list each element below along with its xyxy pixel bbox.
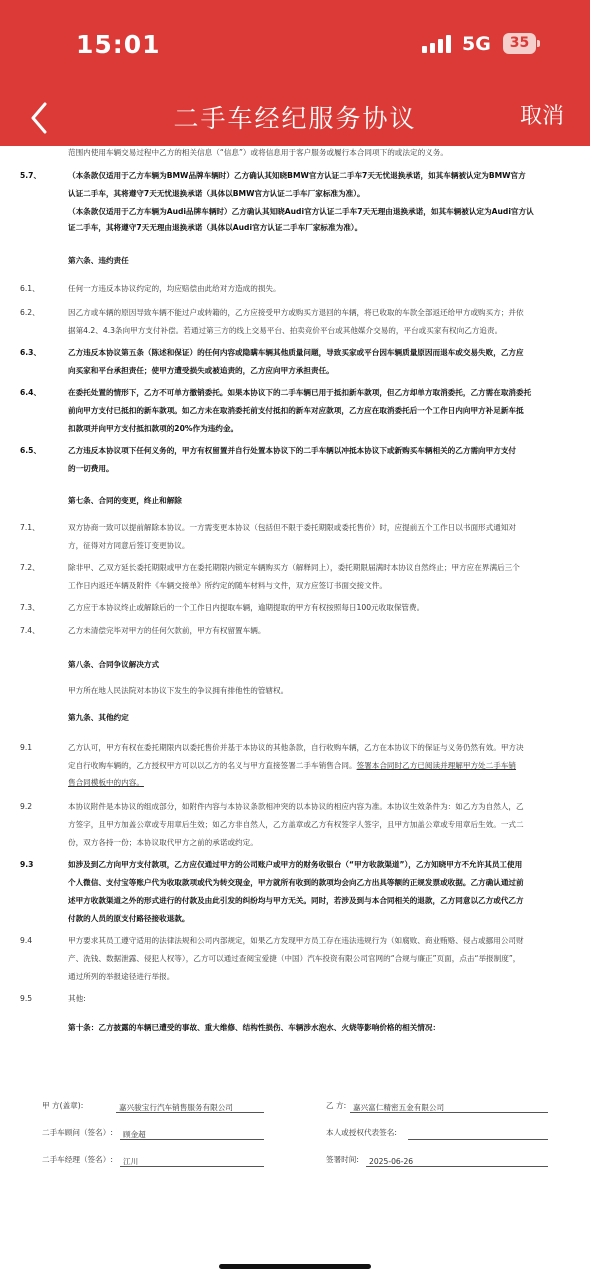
advisor-label: 二手车顾问（签名）: bbox=[42, 1128, 113, 1137]
status-time: 15:01 bbox=[76, 30, 161, 59]
clause-number: 6.5、 bbox=[20, 446, 42, 455]
text-line: 乙方未清偿完毕对甲方的任何欠款前，甲方有权留置车辆。 bbox=[68, 626, 266, 635]
text-line: （本条款仅适用于乙方车辆为BMW品牌车辆时）乙方确认其知晓BMW官方认证二手车7天无忧退换承诺，如其车辆被认定为BMW官方 bbox=[68, 171, 526, 180]
cancel-button[interactable]: 取消 bbox=[519, 104, 564, 129]
manager-label: 二手车经理（签名）: bbox=[42, 1155, 113, 1164]
clause-number: 6.3、 bbox=[20, 348, 42, 357]
party-b-field: 嘉兴富仁精密五金有限公司 bbox=[350, 1099, 548, 1113]
party-a-field: 嘉兴骏宝行汽车销售服务有限公司 bbox=[116, 1099, 264, 1113]
clause-number: 9.5 bbox=[20, 994, 33, 1003]
text-line bbox=[68, 757, 552, 774]
text-line: 工作日内返还车辆及附件《车辆交接单》所约定的随车材料与文件，双方应签订书面交接文件。 bbox=[68, 581, 387, 590]
section-heading: 第十条：乙方披露的车辆已遭受的事故、重大维修、结构性损伤、车辆涉水泡水、火烧等影响价格的相关情况： bbox=[68, 1023, 441, 1032]
clause-number: 6.2、 bbox=[20, 308, 40, 317]
advisor-signature: 顾金超 bbox=[120, 1126, 264, 1140]
text-line: 乙方违反本协议第五条（陈述和保证）的任何内容或隐瞒车辆其他质量问题，导致买家或平台因车辆质量原因而退车或交易失败，乙方应 bbox=[68, 348, 524, 357]
text-line: 甲方要求其员工遵守适用的法律法规和公司内部规定，如果乙方发现甲方员工存在违法违规行为（如腐败、商业贿赂、侵占或挪用公司财 bbox=[68, 936, 524, 945]
text-line: 本协议附件是本协议的组成部分，如附件内容与本协议条款相冲突的以本协议的相应内容为准。本协议生效条件为：如乙方为自然人，乙 bbox=[68, 802, 524, 811]
rep-signature bbox=[408, 1126, 548, 1140]
signing-date: 2025-06-26 bbox=[366, 1153, 548, 1167]
text-span: 定自行收购车辆的，乙方授权甲方可以以乙方的名义与甲方直接签署二手车销售合同。 bbox=[68, 761, 357, 770]
clause-number: 7.3、 bbox=[20, 603, 40, 612]
text-line: 乙方认可，甲方有权在委托期限内以委托售价并基于本协议的其他条款，自行收购车辆，乙方在本协议下的保证与义务仍然有效。甲方决 bbox=[68, 743, 524, 752]
status-bar bbox=[0, 0, 590, 90]
text-line: 其他: bbox=[68, 994, 86, 1003]
rep-label: 本人或授权代表签名: bbox=[326, 1128, 397, 1137]
text-line: 述甲方收款渠道之外的形式进行的付款及由此引发的纠纷均与甲方无关。同时，若涉及到与本合同相关的退款，乙方同意以乙方或代乙方 bbox=[68, 896, 524, 905]
nav-bar bbox=[0, 90, 590, 146]
signal-icon bbox=[422, 35, 454, 53]
text-line: 乙方违反本协议项下任何义务的，甲方有权留置并自行处置本协议下的二手车辆以冲抵本协议下或新购买车辆相关的乙方需向甲方支付 bbox=[68, 446, 517, 455]
clause-number: 7.2、 bbox=[20, 563, 40, 572]
underlined-text: 售合同模板中的内容。 bbox=[68, 778, 144, 787]
text-line: 因乙方或车辆的原因导致车辆不能过户或转籍的，乙方应接受甲方或购买方退回的车辆，将已收取的车款全部返还给甲方或购买方；并依 bbox=[68, 308, 524, 317]
section-heading: 第八条、合同争议解决方式 bbox=[68, 660, 160, 669]
text-line: 份，双方各持一份；本协议取代甲方之前的承诺或约定。 bbox=[68, 838, 258, 847]
text-line: 方签字，且甲方加盖公章或专用章后生效；如乙方非自然人，乙方盖章或乙方有权签字人签字，且甲方加盖公章或专用章后生效。一式二 bbox=[68, 820, 524, 829]
text-line: 前向甲方支付已抵扣的新车款项。如乙方未在取消委托前支付抵扣的新车对应款项，乙方应在取消委托后一个工作日内向甲方补足新车抵 bbox=[68, 406, 524, 415]
underlined-text: 签署本合同时乙方已阅读并理解甲方处二手车销 bbox=[356, 761, 517, 770]
home-indicator bbox=[219, 1264, 371, 1269]
clause-number: 6.4、 bbox=[20, 388, 42, 397]
text-line: 认证二手车，其将遵守7天无忧退换承诺（具体以BMW官方认证二手车厂家标准为准）。 bbox=[68, 189, 365, 198]
text-line: 如涉及到乙方向甲方支付款项，乙方应仅通过甲方的公司账户或甲方的财务收银台（“甲方收款渠道”），乙方知晓甲方不允许其员工使用 bbox=[68, 860, 523, 869]
text-line: 范围内使用车辆交易过程中乙方的相关信息（“信息”）或将信息用于客户服务或履行本合同项下的或法定的义务。 bbox=[68, 148, 448, 157]
text-line: 个人微信、支付宝等账户代为收取款项或代为转交现金，甲方就所有收到的款项均会向乙方出具等额的正规发票或收据。乙方确认通过前 bbox=[68, 878, 524, 887]
text-line: 向买家和平台承担责任；使甲方遭受损失或被追责的，乙方应向甲方承担责任。 bbox=[68, 366, 334, 375]
date-label: 签署时间: bbox=[326, 1155, 359, 1164]
text-line: 产、洗钱、数据泄露、侵犯人权等），乙方可以通过查阅宝爱捷（中国）汽车投资有限公司官网的“合规与廉正”页面，点击“举报制度”， bbox=[68, 954, 521, 963]
clause-number: 7.4、 bbox=[20, 626, 40, 635]
text-line: （本条款仅适用于乙方车辆为Audi品牌车辆时）乙方确认其知晓Audi官方认证二手车7天无理由退换承诺，如其车辆被认定为Audi官方认 bbox=[68, 207, 534, 216]
text-line: 乙方应于本协议终止或解除后的一个工作日内提取车辆，逾期提取的甲方有权按照每日100元收取保管费。 bbox=[68, 603, 425, 612]
text-line: 除非甲、乙双方延长委托期限或甲方在委托期限内锁定车辆购买方（解释同上），委托期限届满时本协议自然终止；甲方应在界满后三个 bbox=[68, 563, 520, 572]
text-line: 在委托处置的情形下，乙方不可单方撤销委托。如果本协议下的二手车辆已用于抵扣新车款项，但乙方却单方取消委托，乙方需在取消委托 bbox=[68, 388, 532, 397]
section-heading: 第九条、其他约定 bbox=[68, 713, 129, 722]
network-type: 5G bbox=[462, 33, 491, 55]
agreement-document bbox=[0, 146, 590, 1280]
text-line: 的一切费用。 bbox=[68, 464, 114, 473]
clause-number: 9.3 bbox=[20, 860, 34, 869]
text-line: 据第4.2、4.3条向甲方支付补偿。若通过第三方的线上交易平台、拍卖竞价平台或其他媒介交易的，平台或买家有权向乙方追责。 bbox=[68, 326, 503, 335]
clause-number: 9.4 bbox=[20, 936, 33, 945]
party-b-label: 乙 方: bbox=[326, 1101, 347, 1110]
battery-tip bbox=[537, 40, 540, 47]
text-line: 通过所列的举报途径进行举报。 bbox=[68, 972, 175, 981]
manager-signature: 江川 bbox=[120, 1153, 264, 1167]
party-a-label: 甲 方(盖章): bbox=[42, 1101, 84, 1110]
battery-icon: 35 bbox=[503, 33, 536, 54]
page-title: 二手车经纪服务协议 bbox=[173, 104, 417, 133]
clause-number: 9.1 bbox=[20, 743, 33, 752]
text-line: 方，征得对方同意后签订变更协议。 bbox=[68, 541, 190, 550]
app-header bbox=[0, 0, 590, 146]
section-heading: 第七条、合同的变更，终止和解除 bbox=[68, 496, 182, 505]
clause-number: 9.2 bbox=[20, 802, 33, 811]
section-heading: 第六条、违约责任 bbox=[68, 256, 129, 265]
clause-number: 7.1、 bbox=[20, 523, 40, 532]
clause-number: 6.1、 bbox=[20, 284, 40, 293]
text-line: 甲方所在地人民法院对本协议下发生的争议拥有排他性的管辖权。 bbox=[68, 686, 289, 695]
text-line: 证二手车，其将遵守7天无理由退换承诺（具体以Audi官方认证二手车厂家标准为准）。 bbox=[68, 223, 363, 232]
text-line: 双方协商一致可以提前解除本协议。一方需变更本协议（包括但不限于委托期限或委托售价）时，应提前五个工作日以书面形式通知对 bbox=[68, 523, 517, 532]
text-line: 扣款项并向甲方支付抵扣款项的20%作为违约金。 bbox=[68, 424, 239, 433]
text-line: 任何一方违反本协议约定的，均应赔偿由此给对方造成的损失。 bbox=[68, 284, 281, 293]
clause-number: 5.7、 bbox=[20, 171, 42, 180]
text-line: 付款的人员的原支付路径接收退款。 bbox=[68, 914, 190, 923]
